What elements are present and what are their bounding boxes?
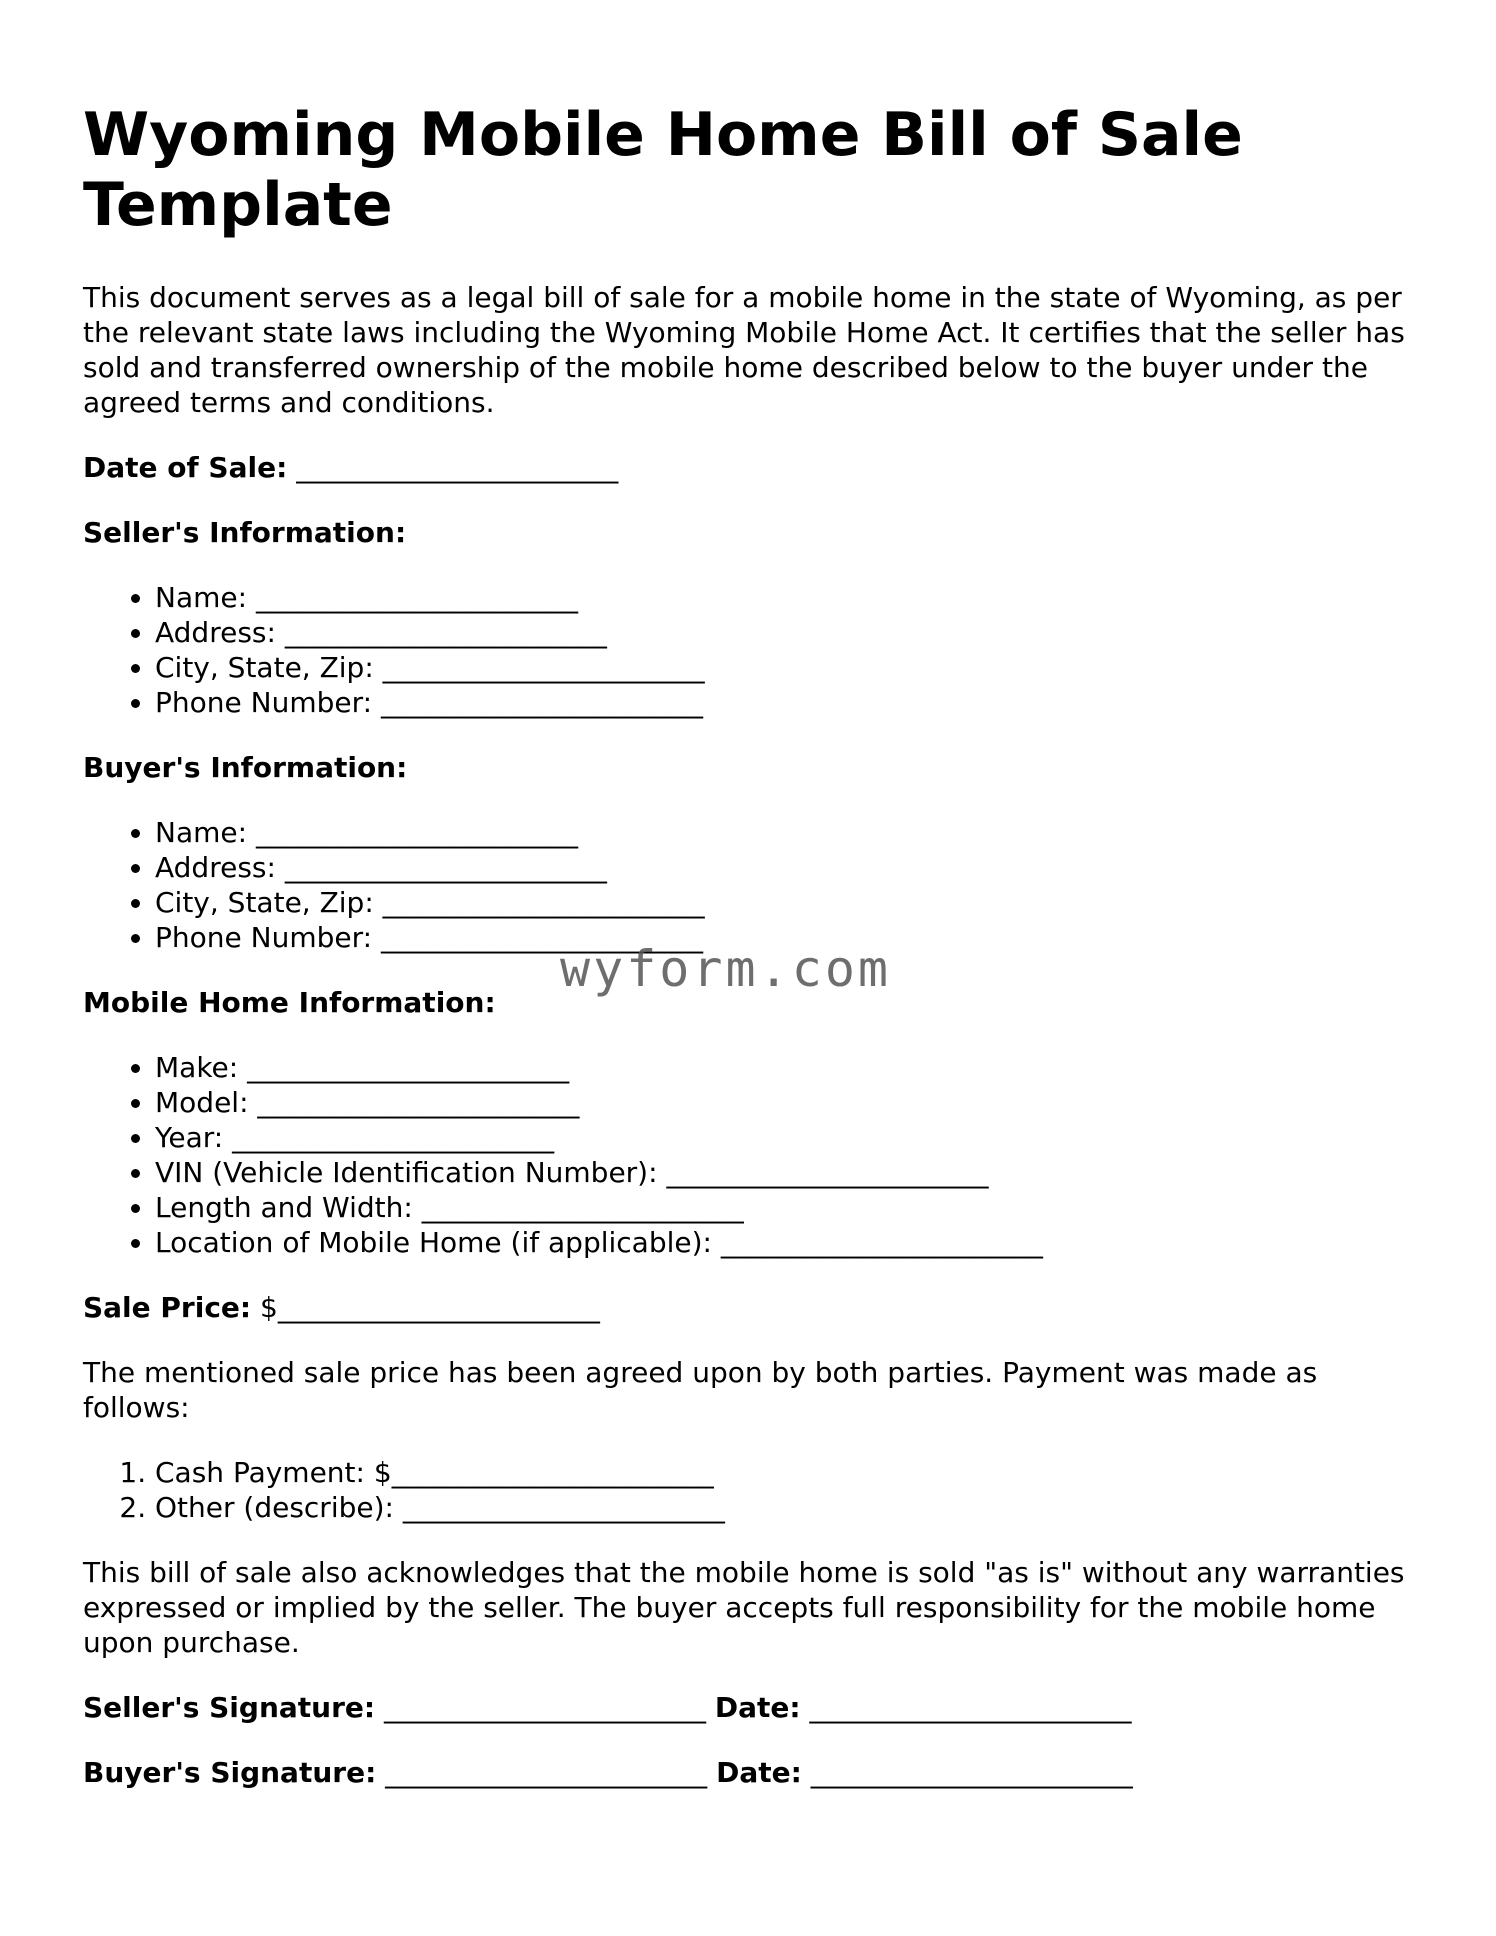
seller-signature-blank: _______________________: [384, 1691, 706, 1724]
payment-methods-list: [83, 1455, 1413, 1525]
buyer-date-blank: _______________________: [810, 1756, 1133, 1789]
document-title: Wyoming Mobile Home Bill of Sale Template: [83, 100, 1243, 240]
location-item: • Location of Mobile Home (if applicable): _______________________: [155, 1225, 1413, 1260]
buyer-phone-item: • Phone Number: _______________________: [155, 920, 1413, 955]
seller-city-state-zip-item: • City, State, Zip: _______________________: [155, 650, 1413, 685]
seller-date-blank: _______________________: [809, 1691, 1132, 1724]
year-item: • Year: _______________________: [155, 1120, 1413, 1155]
as-is-paragraph: This bill of sale also acknowledges that the mobile home is sold "as is" without any warranties expressed or implied by the seller. The buyer accepts full responsibility for the mobile home upon purchase.: [83, 1556, 1405, 1659]
buyer-date-label: Date:: [716, 1756, 802, 1789]
seller-name-item: • Name: _______________________: [155, 580, 1413, 615]
seller-address-item: • Address: _______________________: [155, 615, 1413, 650]
mobile-home-info-heading: Mobile Home Information:: [83, 986, 496, 1019]
payment-paragraph: The mentioned sale price has been agreed upon by both parties. Payment was made as follows:: [83, 1356, 1318, 1424]
sale-price-blank: _______________________: [277, 1291, 600, 1324]
buyer-signature-label: Buyer's Signature:: [83, 1756, 377, 1789]
make-item: • Make: _______________________: [155, 1050, 1413, 1085]
vin-item: • VIN (Vehicle Identification Number): _______________________: [155, 1155, 1413, 1190]
seller-phone-item: • Phone Number: _______________________: [155, 685, 1413, 720]
sale-price-label: Sale Price:: [83, 1291, 252, 1324]
sale-price-currency: $: [260, 1291, 278, 1324]
other-payment-item: 2. Other (describe): _______________________: [155, 1490, 1413, 1525]
mobile-home-info-list: [83, 1050, 1413, 1260]
length-width-item: • Length and Width: _______________________: [155, 1190, 1413, 1225]
buyer-name-item: • Name: _______________________: [155, 815, 1413, 850]
buyer-info-list: [83, 815, 1413, 955]
date-of-sale-blank: _______________________: [296, 451, 619, 484]
seller-info-list: [83, 580, 1413, 720]
model-item: • Model: _______________________: [155, 1085, 1413, 1120]
date-of-sale-label: Date of Sale:: [83, 451, 288, 484]
buyer-city-state-zip-item: • City, State, Zip: _______________________: [155, 885, 1413, 920]
date-of-sale-field: [83, 450, 1413, 485]
buyer-signature-blank: _______________________: [385, 1756, 708, 1789]
buyer-info-heading: Buyer's Information:: [83, 751, 408, 784]
watermark: wyform.com: [560, 940, 892, 998]
seller-date-label: Date:: [714, 1691, 801, 1724]
seller-signature-label: Seller's Signature:: [83, 1691, 376, 1724]
sale-price-field: [83, 1290, 1413, 1325]
cash-payment-item: 1. Cash Payment: $_______________________: [155, 1455, 1413, 1490]
intro-paragraph: This document serves as a legal bill of sale for a mobile home in the state of Wyoming, as per the relevant state laws including the Wyoming Mobile Home Act. It certifies that the seller has sold and transferred ownership of the mobile home described below to the buyer under the agreed terms and conditions.: [83, 281, 1405, 419]
seller-info-heading: Seller's Information:: [83, 516, 407, 549]
buyer-signature-line: [83, 1755, 1413, 1790]
buyer-address-item: • Address: _______________________: [155, 850, 1413, 885]
seller-signature-line: [83, 1690, 1413, 1725]
